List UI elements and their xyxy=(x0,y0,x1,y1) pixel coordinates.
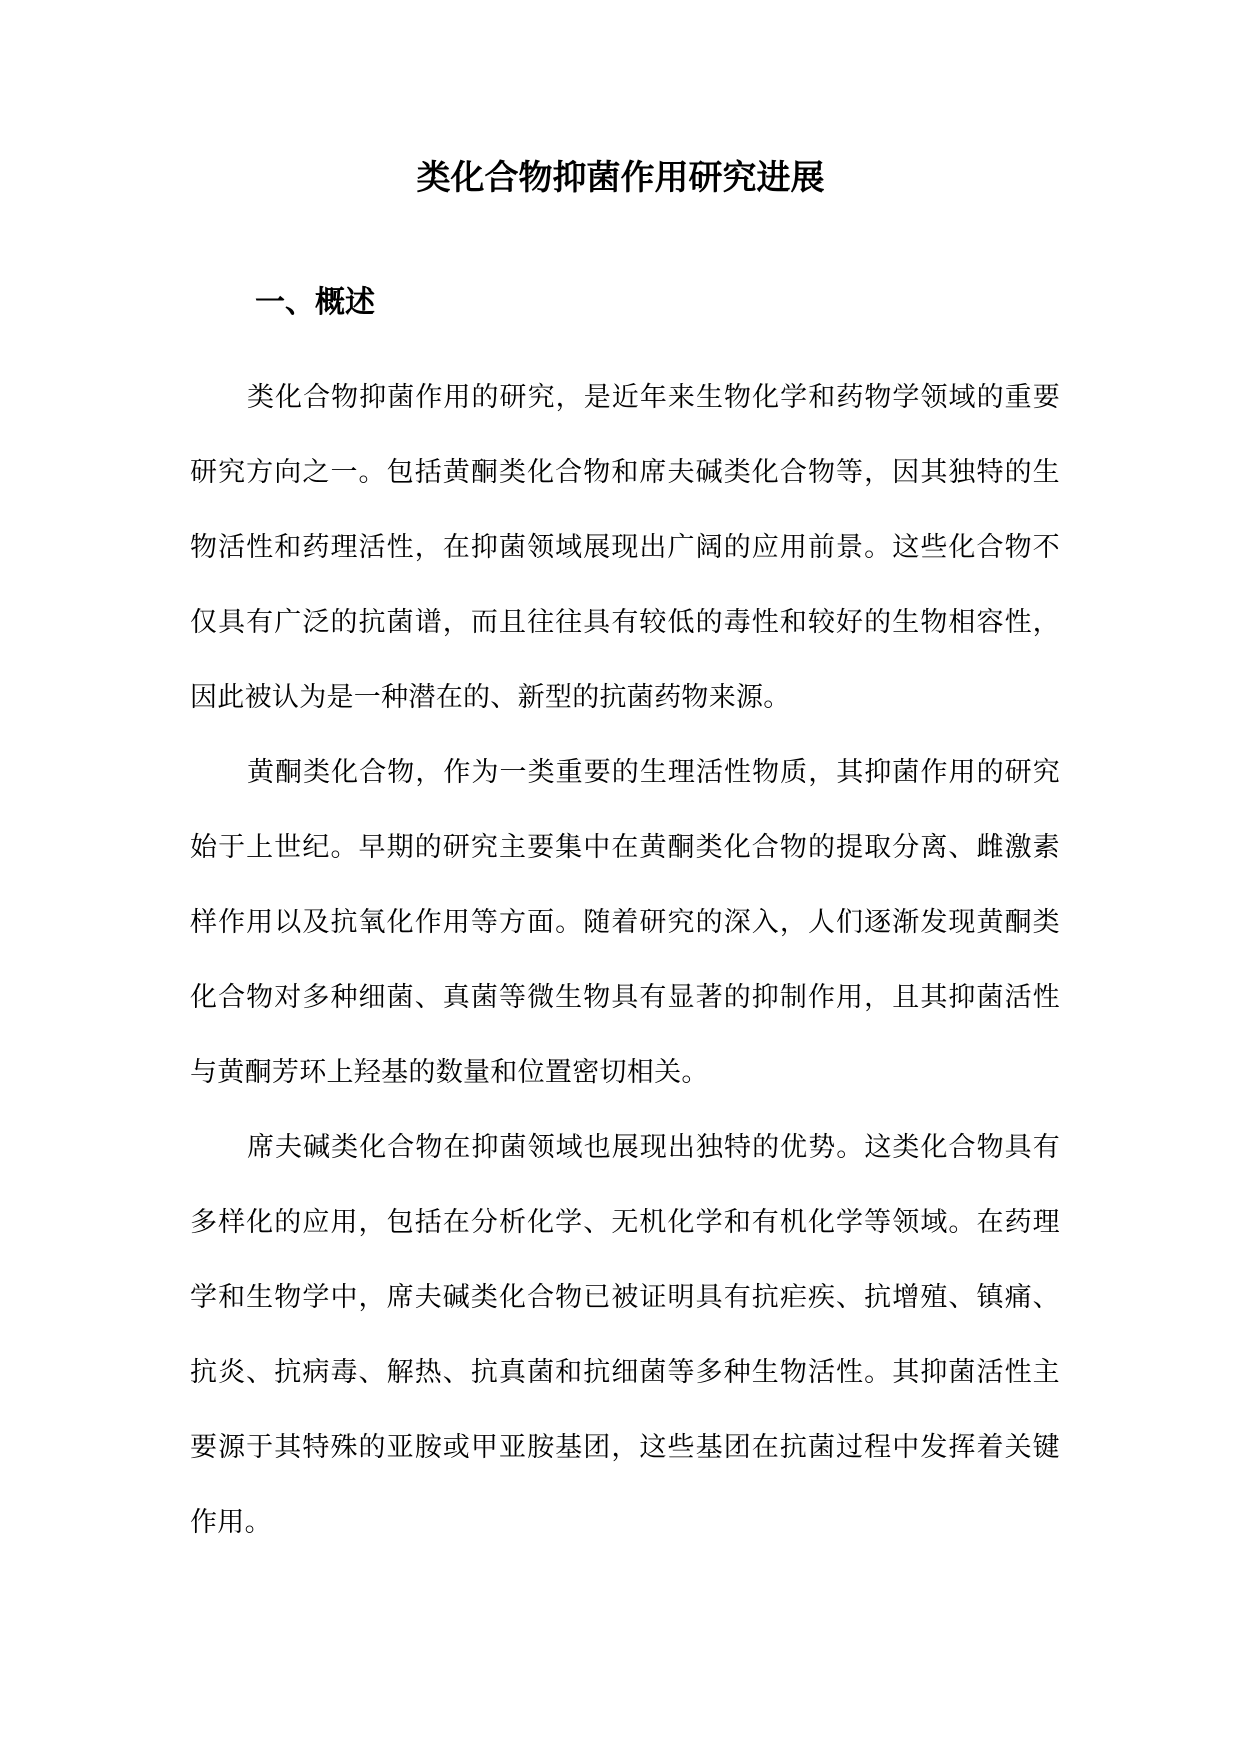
section-heading: 一、概述 xyxy=(255,285,375,320)
paragraph-overview: 类化合物抑菌作用的研究，是近年来生物化学和药物学领域的重要研究方向之一。包括黄酮类化合物和席夫碱类化合物等，因其独特的生物活性和药理活性，在抑菌领域展现出广阔的应用前景。这些化合物不仅具有广泛的抗菌谱，而且往往具有较低的毒性和较好的生物相容性，因此被认为是一种潜在的、新型的抗菌药物来源。 xyxy=(190,382,1060,713)
document-title: 类化合物抑菌作用研究进展 xyxy=(416,158,825,198)
document-body xyxy=(190,360,1060,1560)
paragraph-flavonoids: 黄酮类化合物，作为一类重要的生理活性物质，其抑菌作用的研究始于上世纪。早期的研究主要集中在黄酮类化合物的提取分离、雌激素样作用以及抗氧化作用等方面。随着研究的深入，人们逐渐发现黄酮类化合物对多种细菌、真菌等微生物具有显著的抑制作用，且其抑菌活性与黄酮芳环上羟基的数量和位置密切相关。 xyxy=(190,757,1060,1088)
paragraph-schiff-base: 席夫碱类化合物在抑菌领域也展现出独特的优势。这类化合物具有多样化的应用，包括在分析化学、无机化学和有机化学等领域。在药理学和生物学中，席夫碱类化合物已被证明具有抗疟疾、抗增殖、镇痛、抗炎、抗病毒、解热、抗真菌和抗细菌等多种生物活性。其抑菌活性主要源于其特殊的亚胺或甲亚胺基团，这些基团在抗菌过程中发挥着关键作用。 xyxy=(190,1132,1060,1538)
